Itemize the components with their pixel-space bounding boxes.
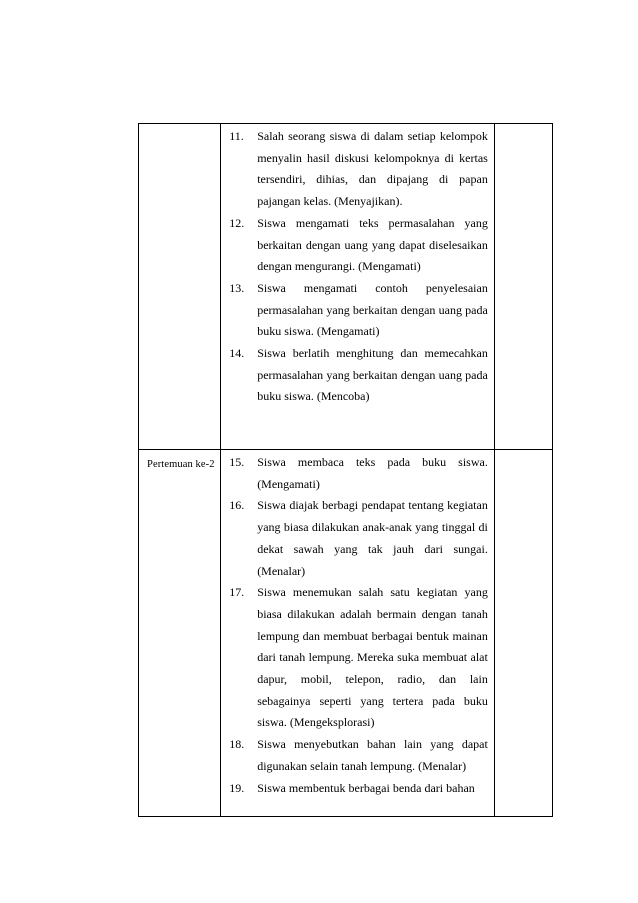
list-item (229, 495, 490, 582)
table-row (139, 450, 553, 817)
list-item (229, 452, 490, 495)
step-text: Siswa menemukan salah satu kegiatan yang biasa dilakukan adalah bermain dengan tanah lempung dan membuat berbagai bentuk mainan dari tanah lempung. Mereka suka membuat alat dapur, mobil, telepon, radio, dan lain sebagainya seperti yang tertera pada buku siswa. (Mengeksplorasi) (257, 585, 488, 730)
step-text: Siswa membentuk berbagai benda dari bahan (257, 780, 475, 795)
step-number: 16. (229, 498, 245, 513)
step-number: 11. (229, 129, 244, 143)
meeting-label-cell (139, 450, 221, 817)
step-number: 12. (229, 215, 245, 230)
step-text: Siswa berlatih menghitung dan memecahkan permasalahan yang berkaitan dengan uang pada buku siswa. (Mencoba) (257, 346, 488, 404)
list-item (229, 126, 490, 213)
step-number: 18. (229, 737, 245, 752)
meeting-label: Pertemuan ke-2 (147, 459, 215, 470)
step-number: 13. (229, 280, 245, 295)
steps-list (221, 124, 494, 408)
list-item (229, 778, 490, 800)
step-text: Siswa mengamati teks permasalahan yang berkaitan dengan uang yang dapat diselesaikan dengan mengurangi. (Mengamati) (257, 215, 488, 274)
step-number: 19. (229, 780, 245, 795)
table-row (139, 124, 553, 450)
step-number: 17. (229, 585, 245, 600)
step-text: Siswa mengamati contoh penyelesaian permasalahan yang berkaitan dengan uang pada buku siswa. (Mengamati) (257, 280, 488, 339)
lesson-steps-table (138, 123, 553, 817)
step-text: Salah seorang siswa di dalam setiap kelompok menyalin hasil diskusi kelompoknya di kertas tersendiri, dihias, dan dipajang di papan pajangan kelas. (Menyajikan). (257, 129, 488, 209)
notes-cell (494, 124, 552, 450)
step-text: Siswa diajak berbagi pendapat tentang kegiatan yang biasa dilakukan anak-anak yang tinggal di dekat sawah yang tak jauh dari sungai. (Menalar) (257, 498, 488, 578)
step-number: 15. (229, 455, 245, 469)
step-text: Siswa membaca teks pada buku siswa. (Mengamati) (257, 455, 488, 491)
notes-cell (494, 450, 552, 817)
list-item (229, 343, 490, 408)
steps-cell (221, 450, 495, 817)
step-number: 14. (229, 346, 245, 361)
list-item (229, 582, 490, 734)
list-item (229, 213, 490, 278)
meeting-label (139, 124, 220, 133)
steps-cell (221, 124, 495, 450)
meeting-label-cell (139, 124, 221, 450)
list-item (229, 278, 490, 343)
steps-list (221, 450, 494, 799)
list-item (229, 734, 490, 777)
step-text: Siswa menyebutkan bahan lain yang dapat digunakan selain tanah lempung. (Menalar) (257, 737, 488, 773)
